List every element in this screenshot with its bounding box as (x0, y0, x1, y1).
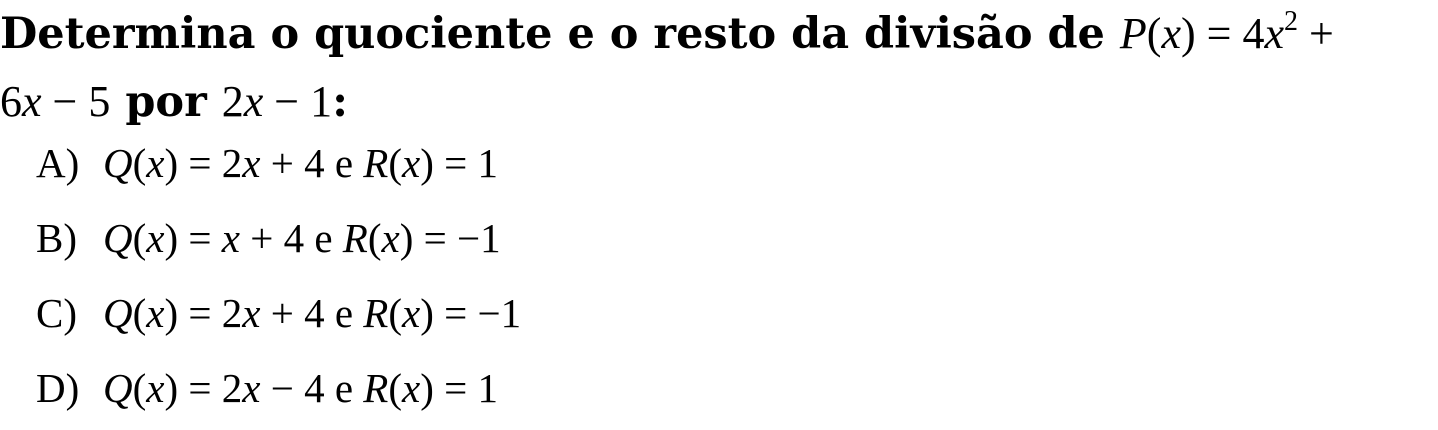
option-letter: B) (36, 215, 77, 261)
answer-options (0, 130, 1438, 430)
question-colon: : (332, 77, 348, 127)
divisor-expression: 2x − 1 (221, 77, 333, 126)
polynomial-continuation: 6x − 5 (0, 77, 111, 126)
option-c[interactable] (0, 280, 1438, 355)
option-letter: C) (36, 290, 77, 336)
question-text: Determina o quociente e o resto da divisão de (0, 9, 1105, 59)
por-label: por (125, 77, 207, 127)
option-expression: Q(x) = 2x − 4 e R(x) = 1 (103, 365, 498, 411)
option-expression: Q(x) = x + 4 e R(x) = −1 (103, 215, 501, 261)
option-a[interactable] (0, 130, 1438, 205)
polynomial-expression: $P(x) = 4x^2$ + (1119, 6, 1334, 58)
question-line-1 (0, 0, 1438, 68)
option-d[interactable] (0, 355, 1438, 430)
option-expression: Q(x) = 2x + 4 e R(x) = −1 (103, 290, 522, 336)
option-letter: A) (36, 140, 80, 186)
option-letter: D) (36, 365, 80, 411)
question-statement (0, 0, 1438, 136)
option-b[interactable] (0, 205, 1438, 280)
question-line-2 (0, 68, 1438, 136)
option-expression: Q(x) = 2x + 4 e R(x) = 1 (103, 140, 498, 186)
